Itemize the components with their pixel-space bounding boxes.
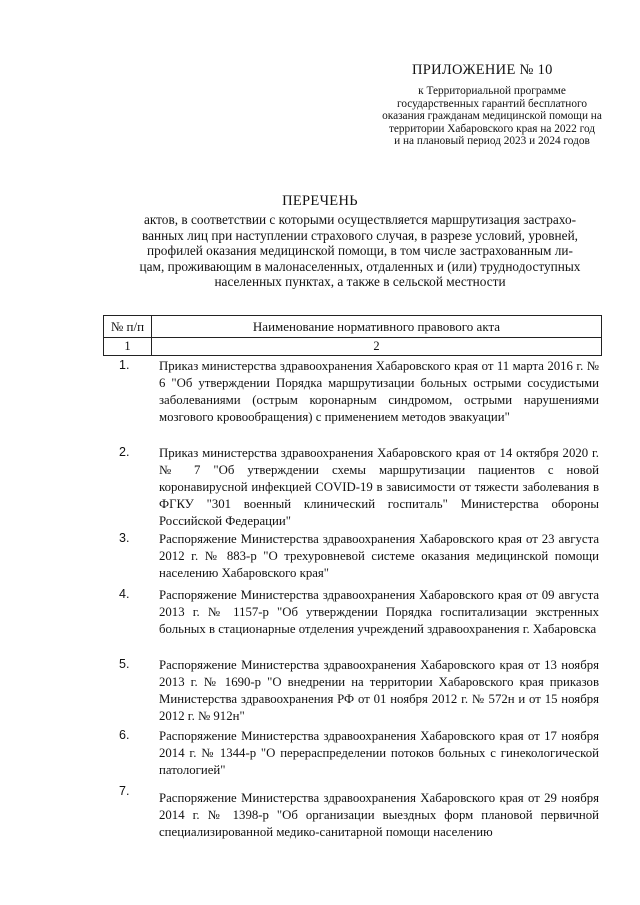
item-text: Распоряжение Министерства здравоохранения Хабаровского края от 17 ноября 2014 г. № 1344-р "О перераспределении потоков больных с гинекологической патологией" — [159, 729, 599, 777]
document-subtitle — [100, 212, 620, 290]
subtitle-line: населенных пунктах, а также в сельской местности — [214, 274, 506, 289]
subtitle-line: цам, проживающим в малонаселенных, отдаленных и (или) труднодоступных — [139, 258, 581, 274]
item-number: 5. — [119, 657, 130, 671]
item-text: Распоряжение Министерства здравоохранения Хабаровского края от 23 августа 2012 г. № 883-р "О трехуровневой системе оказания медицинской помощи населению Хабаровского края" — [159, 532, 599, 580]
appendix-block — [372, 62, 612, 148]
item-number: 2. — [119, 445, 130, 459]
acts-table-header — [103, 315, 602, 356]
item-text: Распоряжение Министерства здравоохранения Хабаровского края от 13 ноября 2013 г. № 1690-р "О внедрении на территории Хабаровского края приказов Министерства здравоохранения РФ от 01 ноября 2012 г. № 572н и от 15 ноября 2012 г. № 912н" — [159, 658, 599, 723]
column-number-2: 2 — [373, 339, 380, 353]
subtitle-line: профилей оказания медицинской помощи, в том числе застрахованным ли- — [147, 243, 573, 258]
item-number: 3. — [119, 531, 130, 545]
document-title: ПЕРЕЧЕНЬ — [282, 193, 358, 209]
column-header-number: № п/п — [104, 316, 152, 337]
column-header-name: Наименование нормативного правового акта — [252, 319, 501, 334]
appendix-line: территории Хабаровского края на 2022 год — [388, 122, 596, 135]
item-number: 4. — [119, 587, 130, 601]
appendix-subtitle — [372, 85, 612, 148]
item-text: Приказ министерства здравоохранения Хабаровского края от 14 октября 2020 г. № 7 "Об утверждении схемы маршрутизации пациентов с новой коронавирусной инфекцией COVID-19 в зависимости от тяжести заболевания в ФГКУ "301 военный клинический госпиталь" Министерства обороны Российской Федерации" — [159, 446, 599, 528]
appendix-title: ПРИЛОЖЕНИЕ № 10 — [412, 62, 553, 78]
appendix-line: и на плановый период 2023 и 2024 годов — [394, 135, 590, 147]
item-text: Распоряжение Министерства здравоохранения Хабаровского края от 29 ноября 2014 г. № 1398-р "Об организации выездных форм плановой первичной специализированной медико-санитарной помощи населению — [159, 791, 599, 839]
appendix-line: государственных гарантий бесплатного — [396, 97, 588, 110]
subtitle-line: ванных лиц при наступлении страхового случая, в разрезе условий, уровней, — [141, 227, 579, 243]
appendix-line: к Территориальной программе — [418, 85, 566, 97]
table-header-row — [104, 316, 601, 337]
item-text: Распоряжение Министерства здравоохранения Хабаровского края от 09 августа 2013 г. № 1157-р "Об утверждении Порядка госпитализации экстренных больных в стационарные отделения учреждений здравоохранения г. Хабаровска — [159, 588, 599, 636]
column-number-1: 1 — [104, 338, 152, 355]
item-number: 6. — [119, 728, 130, 742]
appendix-line: оказания гражданам медицинской помощи на — [382, 110, 602, 122]
subtitle-line: актов, в соответствии с которыми осуществляется маршрутизация застрахо- — [143, 212, 577, 227]
item-text: Приказ министерства здравоохранения Хабаровского края от 11 марта 2016 г. № 6 "Об утверждении Порядка маршрутизации больных острыми сосудистыми заболеваниями (острым коронарным синдромом, острыми нарушениями мозгового кровообращения) с применением методов эвакуации" — [159, 359, 599, 424]
item-number: 7. — [119, 784, 130, 798]
table-column-numbers-row — [104, 337, 601, 355]
item-number: 1. — [119, 358, 130, 372]
